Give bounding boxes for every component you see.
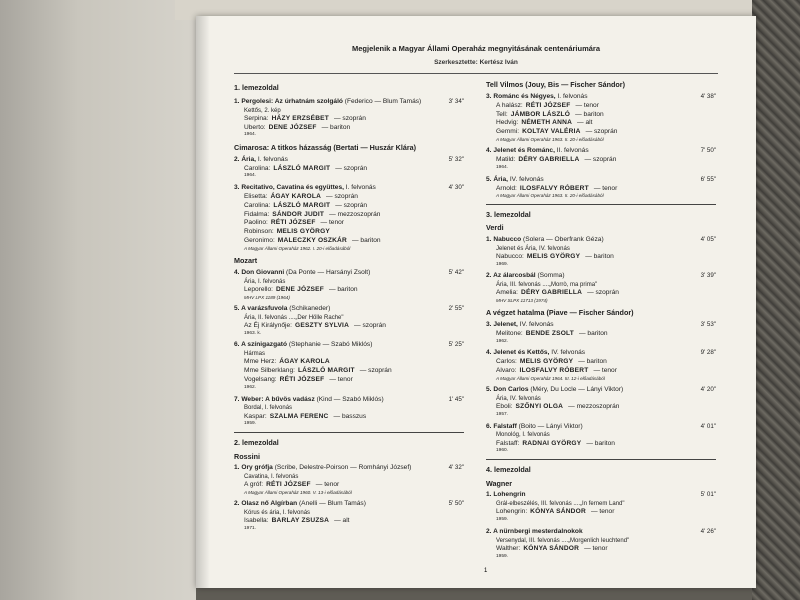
track-item <box>234 98 464 139</box>
recording-note: A Magyar Állami Operaház 1963. II. 20-i előadásából <box>496 137 604 143</box>
role-row <box>486 119 716 128</box>
role-singer: RADNAI GYÖRGY <box>522 439 582 447</box>
role-singer: ÁGAY KAROLA <box>279 358 330 366</box>
role-character: Hedvig: <box>496 119 519 127</box>
role-character: Uberto: <box>244 123 266 131</box>
role-row <box>486 440 716 449</box>
recording-year: 1959. <box>496 517 509 523</box>
role-singer: RÉTI JÓZSEF <box>279 376 325 384</box>
role-singer: JÁMBOR LÁSZLÓ <box>510 110 571 118</box>
role-singer: MELIS GYÖRGY <box>276 228 331 236</box>
track-title: 5. A varázsfuvola (Schikaneder) <box>234 305 331 313</box>
track-item <box>234 464 464 496</box>
recording-year: 1957. <box>496 412 509 418</box>
role-voice: — mezzoszoprán <box>568 403 620 411</box>
role-character: Az Éj Királynője: <box>244 322 293 330</box>
track-title: 6. A színigazgató (Stephanie — Szabó Miklós) <box>234 341 373 349</box>
role-singer: MELIS GYÖRGY <box>519 358 574 366</box>
track-description: Bordal, I. felvonás <box>244 405 293 412</box>
track-title: 5. Ária, IV. felvonás <box>486 175 544 183</box>
track-title: 4. Jelenet és Románc, II. felvonás <box>486 147 589 155</box>
track-title: 4. Don Giovanni (Da Ponte — Harsányi Zsolt) <box>234 269 371 277</box>
track-duration: 7' 50" <box>700 147 716 155</box>
recording-year: 1971. <box>244 526 257 532</box>
role-character: A gróf: <box>244 481 264 489</box>
track-item <box>486 93 716 144</box>
track-title: 2. A nürnbergi mesterdalnokok <box>486 527 583 535</box>
track-duration: 5' 25" <box>448 341 464 349</box>
role-singer: DENE JÓZSEF <box>275 286 324 294</box>
track-item <box>234 396 464 428</box>
role-singer: HÁZY ERZSÉBET <box>271 114 329 122</box>
recording-year: 1964. <box>496 165 509 171</box>
recording-year: 1963. k. <box>244 331 262 336</box>
role-voice: — szoprán <box>585 128 618 136</box>
role-row <box>486 545 716 554</box>
page-header: Megjelenik a Magyar Állami Operaház megnyitásának centenáriumára <box>351 44 601 53</box>
role-character: Leporello: <box>244 286 273 294</box>
role-row <box>234 322 464 331</box>
page-fold-shadow <box>196 16 210 588</box>
role-voice: — tenor <box>584 544 608 552</box>
role-voice: — tenor <box>575 101 599 109</box>
role-character: Carolina: <box>244 201 271 209</box>
role-voice: — szoprán <box>335 201 368 209</box>
role-character: Paolino: <box>244 219 268 227</box>
role-row <box>234 367 464 376</box>
role-voice: — szoprán <box>359 367 392 375</box>
role-voice: — bariton <box>351 237 381 245</box>
track-credits: (Scribe, Delestre-Poirson — Romhányi József) <box>274 464 412 472</box>
recording-year: 1962. <box>244 385 257 391</box>
header-divider <box>234 73 718 74</box>
recording-note: A Magyar Állami Operaház 1960. V. 13-i előadásából <box>244 490 352 496</box>
role-singer: LÁSZLÓ MARGIT <box>273 164 331 172</box>
role-character: Carolina: <box>244 164 271 172</box>
track-credits: (Schikaneder) <box>289 305 331 313</box>
track-duration: 3' 34" <box>448 97 464 105</box>
track-credits: (Kind — Szabó Miklós) <box>316 395 384 403</box>
track-duration: 4' 20" <box>700 386 716 394</box>
role-singer: SZALMA FERENC <box>269 412 329 420</box>
role-character: Matild: <box>496 156 516 164</box>
track-credits: (Stephanie — Szabó Miklós) <box>288 341 373 349</box>
composer-heading: Cimarosa: A titkos házasság (Bertati — Huszár Klára) <box>234 142 417 152</box>
role-voice: — bariton <box>579 330 608 338</box>
track-credits: I. felvonás <box>557 92 588 100</box>
track-credits: (Solera — Oberfrank Géza) <box>523 236 604 244</box>
role-character: Carlos: <box>496 358 517 366</box>
role-row <box>234 202 464 211</box>
track-duration: 4' 05" <box>700 236 716 244</box>
role-singer: RÉTI JÓZSEF <box>270 219 316 227</box>
track-description: Hármas <box>244 351 266 358</box>
role-character: Tell: <box>496 110 508 118</box>
role-character: Elisetta: <box>244 192 268 200</box>
role-voice: — szoprán <box>354 322 386 330</box>
composer-heading: A végzet hatalma (Piave — Fischer Sándor) <box>486 308 634 318</box>
track-item <box>486 147 716 171</box>
track-item <box>234 269 464 301</box>
role-voice: — tenor <box>329 376 353 384</box>
role-voice: — bariton <box>575 110 604 118</box>
role-row <box>234 219 464 228</box>
track-title: 5. Don Carlos (Méry, Du Locle — Lányi Viktor) <box>486 386 624 394</box>
role-voice: — bariton <box>578 358 607 366</box>
track-title: 3. Románc és Négyes, I. felvonás <box>486 92 588 100</box>
role-row <box>234 193 464 202</box>
page-subheader: Szerkesztette: Kertész Iván <box>434 59 518 66</box>
role-voice: — alt <box>577 119 593 127</box>
recording-year: 1962. <box>496 338 509 344</box>
side-title: 1. lemezoldal <box>234 83 279 92</box>
track-item <box>234 500 464 532</box>
role-voice: — tenor <box>593 184 618 192</box>
track-title: 1. Pergolesi: Az úrhatnám szolgáló (Federico — Blum Tamás) <box>234 97 422 105</box>
role-singer: LÁSZLÓ MARGIT <box>297 367 355 375</box>
track-item <box>486 236 716 268</box>
right-column <box>486 78 716 564</box>
track-description: Ária, III. felvonás ....„Morrò, ma prima" <box>496 282 598 289</box>
recording-year: 1964. <box>244 173 257 179</box>
role-row <box>486 253 716 262</box>
role-row <box>486 102 716 111</box>
role-singer: RÉTI JÓZSEF <box>525 101 571 109</box>
track-credits: (Boito — Lányi Viktor) <box>518 422 583 430</box>
role-character: Vogelsang: <box>244 376 277 384</box>
role-singer: GESZTY SYLVIA <box>295 322 350 330</box>
role-singer: LÁSZLÓ MARGIT <box>273 201 331 209</box>
track-credits: (Méry, Du Locle — Lányi Viktor) <box>530 386 624 394</box>
track-duration: 4' 01" <box>700 422 716 430</box>
track-duration: 5' 50" <box>448 500 464 508</box>
role-character: A halász: <box>496 101 523 109</box>
role-voice: — szoprán <box>584 156 617 164</box>
role-row <box>486 156 716 165</box>
role-voice: — bariton <box>586 439 615 447</box>
role-singer: KÓNYA SÁNDOR <box>530 508 586 516</box>
track-description: Monológ, I. felvonás <box>496 432 550 439</box>
track-title: 3. Jelenet, IV. felvonás <box>486 321 554 329</box>
role-singer: BENDE ZSOLT <box>525 330 574 338</box>
track-duration: 5' 42" <box>448 269 464 277</box>
background-fabric <box>752 0 800 600</box>
role-row <box>486 289 716 298</box>
recording-year: 1969. <box>496 261 509 267</box>
role-character: Falstaff: <box>496 439 520 447</box>
track-duration: 6' 55" <box>700 175 716 183</box>
track-description: Ária, I. felvonás <box>244 278 286 285</box>
role-singer: KÓNYA SÁNDOR <box>523 544 580 552</box>
role-voice: — szoprán <box>334 114 366 122</box>
left-column <box>234 78 464 537</box>
role-row <box>234 124 464 133</box>
role-singer: ILOSFALVY RÓBERT <box>519 184 589 192</box>
role-singer: DENE JÓZSEF <box>268 123 317 131</box>
track-title: 1. Lohengrin <box>486 491 526 499</box>
role-row <box>234 165 464 174</box>
track-item <box>486 386 716 418</box>
role-character: Isabella: <box>244 517 269 525</box>
track-title: 2. Az álarcosbál (Somma) <box>486 272 565 280</box>
recording-year: 1959. <box>244 421 257 427</box>
role-row <box>234 115 464 124</box>
track-duration: 4' 30" <box>448 183 464 191</box>
role-character: Mme Silberklang: <box>244 367 295 375</box>
role-voice: — tenor <box>590 508 615 516</box>
track-description: Kórus és ária, I. felvonás <box>244 510 311 517</box>
track-duration: 5' 32" <box>448 155 464 163</box>
track-credits: (Da Ponte — Harsányi Zsolt) <box>286 269 371 277</box>
recording-note: MHV LPX 1189 (1964) <box>244 294 290 300</box>
track-credits: (Federico — Blum Tamás) <box>344 97 422 105</box>
role-voice: — bariton <box>585 253 614 260</box>
role-singer: BARLAY ZSUZSA <box>271 517 330 525</box>
role-character: Nabucco: <box>496 253 524 260</box>
role-row <box>486 403 716 412</box>
role-singer: KOLTAY VALÉRIA <box>522 128 581 136</box>
role-row <box>234 211 464 220</box>
role-voice: — szoprán <box>335 164 368 172</box>
track-credits: I. felvonás <box>257 155 288 163</box>
role-character: Amelia: <box>496 289 518 297</box>
track-credits: IV. felvonás <box>509 175 544 183</box>
side-title: 4. lemezoldal <box>486 459 716 477</box>
composer-heading: Wagner <box>486 478 513 488</box>
composer-heading: Mozart <box>234 256 258 266</box>
track-item <box>486 423 716 455</box>
track-duration: 2' 55" <box>448 305 464 313</box>
track-title: 4. Jelenet és Kettős, IV. felvonás <box>486 349 586 357</box>
track-description: Cavatina, I. felvonás <box>244 474 299 481</box>
track-description: Ária, II. felvonás ....„Der Hölle Rache" <box>244 315 344 322</box>
role-character: Kaspar: <box>244 412 267 420</box>
track-credits: IV. felvonás <box>519 321 554 329</box>
recording-note: A Magyar Állami Operaház 1962. I. 20-i előadásából <box>244 246 351 252</box>
track-duration: 4' 38" <box>700 92 716 100</box>
track-item <box>486 528 716 560</box>
role-singer: NÉMETH ANNA <box>521 119 573 127</box>
track-duration: 4' 26" <box>700 527 716 535</box>
side-title: 3. lemezoldal <box>486 204 716 222</box>
role-character: Melitone: <box>496 330 523 338</box>
role-singer: MALECZKY OSZKÁR <box>277 237 347 245</box>
role-character: Robinson: <box>244 228 274 236</box>
track-title: 1. Nabucco (Solera — Oberfrank Géza) <box>486 236 604 244</box>
recording-note: A Magyar Állami Operaház 1964. III. 12-i előadásából <box>496 376 605 382</box>
role-singer: ÁGAY KAROLA <box>270 192 322 200</box>
recording-year: 1960. <box>496 448 509 454</box>
track-description: Versenydal, III. felvonás ....„Morgenlich leuchtend" <box>496 537 630 544</box>
role-row <box>234 228 464 237</box>
track-duration: 1' 45" <box>448 395 464 403</box>
track-item <box>234 184 464 252</box>
role-character: Lohengrin: <box>496 508 528 516</box>
track-description: Grál-elbeszélés, III. felvonás ....„In fernem Land" <box>496 501 625 508</box>
page-number: 1 <box>484 568 488 574</box>
role-row <box>234 286 464 295</box>
side-title: 2. lemezoldal <box>234 432 464 450</box>
role-row <box>234 517 464 526</box>
track-description: Ária, IV. felvonás <box>496 396 541 403</box>
track-credits: IV. felvonás <box>551 349 586 357</box>
role-voice: — tenor <box>315 481 340 489</box>
role-singer: RÉTI JÓZSEF <box>266 481 311 489</box>
role-voice: — szoprán <box>326 192 358 200</box>
role-row <box>486 508 716 517</box>
track-duration: 9' 28" <box>700 349 716 357</box>
composer-heading: Rossini <box>234 451 260 461</box>
recording-year: 1959. <box>496 553 509 559</box>
role-character: Eboli: <box>496 403 513 411</box>
track-title: 2. Ária, I. felvonás <box>234 155 288 163</box>
track-duration: 4' 32" <box>448 464 464 472</box>
role-singer: SÁNDOR JUDIT <box>272 210 325 218</box>
role-row <box>486 330 716 339</box>
track-duration: 3' 53" <box>700 321 716 329</box>
track-title: 6. Falstaff (Boito — Lányi Viktor) <box>486 422 583 430</box>
track-item <box>486 491 716 523</box>
role-character: Geronimo: <box>244 237 275 245</box>
role-character: Fidalma: <box>244 210 270 218</box>
composer-heading: Verdi <box>486 223 504 233</box>
background-left-page <box>0 0 196 600</box>
track-duration: 3' 39" <box>700 272 716 280</box>
role-character: Mme Herz: <box>244 358 277 366</box>
track-item <box>234 156 464 180</box>
role-singer: ILOSFALVY RÓBERT <box>519 367 589 375</box>
role-row <box>234 481 464 490</box>
track-description: Kettős, 2. kép <box>244 107 281 114</box>
booklet-page <box>196 16 756 588</box>
role-voice: — bariton <box>321 123 351 131</box>
role-voice: — mezzoszoprán <box>329 210 381 218</box>
track-title: 2. Olasz nő Algírban (Anelli — Blum Tamás) <box>234 500 366 508</box>
role-singer: SZŐNYI OLGA <box>515 403 564 411</box>
track-item <box>234 341 464 391</box>
role-voice: — bariton <box>328 286 358 294</box>
role-voice: — tenor <box>593 367 617 375</box>
role-row <box>486 367 716 376</box>
track-description: Jelenet és Ária, IV. felvonás <box>496 245 570 252</box>
track-item <box>486 272 716 304</box>
track-credits: II. felvonás <box>556 147 589 155</box>
role-voice: — tenor <box>320 219 345 227</box>
track-item <box>486 321 716 345</box>
role-character: Alvaro: <box>496 367 517 375</box>
composer-heading: Tell Vilmos (Jouy, Bis — Fischer Sándor) <box>486 80 625 89</box>
recording-note: A Magyar Állami Operaház 1963. II. 20-i előadásából <box>496 193 604 199</box>
role-voice: — szoprán <box>587 289 619 297</box>
role-voice: — basszus <box>333 412 367 420</box>
role-row <box>234 413 464 422</box>
recording-note: MHV SLPX 11713 (1974) <box>496 298 548 304</box>
role-singer: MELIS GYÖRGY <box>526 253 581 260</box>
role-row <box>486 358 716 367</box>
track-credits: I. felvonás <box>345 183 376 191</box>
role-row <box>234 358 464 367</box>
track-credits: (Somma) <box>537 272 565 280</box>
role-row <box>234 237 464 246</box>
role-row <box>486 128 716 137</box>
role-row <box>234 376 464 385</box>
track-credits: (Anelli — Blum Tamás) <box>298 500 366 508</box>
role-character: Gemmi: <box>496 128 520 136</box>
recording-year: 1964. <box>244 132 257 138</box>
role-singer: DÉRY GABRIELLA <box>518 156 580 164</box>
track-title: 3. Recitativo, Cavatina és együttes, I. felvonás <box>234 183 376 191</box>
role-singer: DÉRY GABRIELLA <box>521 289 583 297</box>
role-voice: — alt <box>334 517 350 525</box>
track-item <box>234 305 464 337</box>
role-character: Arnold: <box>496 184 517 192</box>
track-item <box>486 176 716 200</box>
track-title: 7. Weber: A bűvös vadász (Kind — Szabó Miklós) <box>234 395 384 403</box>
track-duration: 5' 01" <box>700 491 716 499</box>
track-title: 1. Ory grófja (Scribe, Delestre-Poirson — Romhányi József) <box>234 464 412 472</box>
track-item <box>486 349 716 382</box>
role-character: Serpina: <box>244 114 269 122</box>
role-character: Walther: <box>496 544 521 552</box>
